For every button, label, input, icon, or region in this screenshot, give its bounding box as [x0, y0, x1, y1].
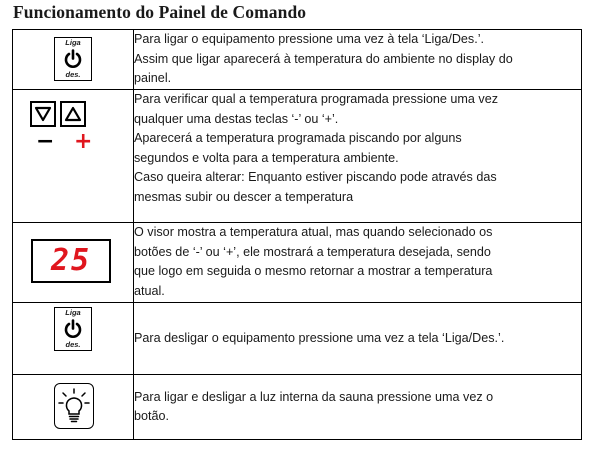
power-key-icon: [54, 307, 92, 351]
icon-cell: [13, 223, 134, 303]
text-line: botão.: [134, 409, 170, 423]
text-line: Para ligar o equipamento pressione uma vez à tela ‘Liga/Des.’.: [134, 32, 485, 46]
description-cell: [134, 303, 582, 375]
power-key-label-top: Liga: [65, 38, 81, 47]
icon-cell: [13, 375, 134, 440]
minus-sign-icon: −: [36, 129, 55, 154]
arrow-up-icon: [60, 101, 86, 127]
text-line: segundos e volta para a temperatura ambiente.: [134, 150, 399, 165]
power-key-label-bottom: des.: [65, 340, 81, 349]
arrow-keys-icon: [30, 101, 112, 171]
description-cell: [134, 90, 582, 223]
text-line: qualquer uma destas teclas ‘-’ ou ‘+’.: [134, 111, 339, 126]
icon-cell: [13, 90, 134, 223]
text-line: que logo em seguida o mesmo retornar a mostrar a temperatura: [134, 264, 493, 278]
text-line: painel.: [134, 71, 172, 85]
text-line: botões de ‘-’ ou ‘+’, ele mostrará a temperatura desejada, sendo: [134, 244, 491, 259]
power-key-label-top: Liga: [65, 308, 81, 317]
table-row: [13, 375, 582, 440]
text-line: atual.: [134, 283, 165, 298]
power-symbol-icon: [64, 49, 82, 69]
icon-cell: [13, 303, 134, 375]
description-cell: [134, 375, 582, 440]
temperature-display-icon: [31, 239, 111, 283]
light-bulb-icon: [54, 383, 94, 429]
power-key-icon: [54, 37, 92, 81]
display-value: 25: [50, 243, 92, 278]
text-line: Assim que ligar aparecerá à temperatura do ambiente no display do: [134, 51, 513, 66]
text-line: mesmas subir ou descer a temperatura: [134, 189, 354, 204]
table-row: [13, 303, 582, 375]
text-line: Para ligar e desligar a luz interna da sauna pressione uma vez o: [134, 389, 494, 404]
power-key-label-bottom: des.: [65, 70, 81, 79]
page-title: Funcionamento do Painel de Comando: [13, 2, 307, 22]
description-cell: [134, 223, 582, 303]
text-line: Caso queira alterar: Enquanto estiver piscando pode através das: [134, 170, 497, 184]
description-cell: [134, 30, 582, 90]
plus-sign-icon: +: [74, 129, 93, 154]
text-line: Para verificar qual a temperatura programada pressione uma vez: [134, 92, 499, 106]
text-line: Para desligar o equipamento pressione uma vez a tela ‘Liga/Des.’.: [134, 330, 505, 345]
table-row: [13, 223, 582, 303]
table-row: [13, 90, 582, 223]
icon-cell: [13, 30, 134, 90]
control-panel-table: [12, 29, 582, 440]
text-line: Aparecerá a temperatura programada piscando por alguns: [134, 131, 462, 145]
arrow-down-icon: [30, 101, 56, 127]
power-symbol-icon: [64, 319, 82, 339]
text-line: O visor mostra a temperatura atual, mas quando selecionado os: [134, 225, 493, 239]
table-row: [13, 30, 582, 90]
